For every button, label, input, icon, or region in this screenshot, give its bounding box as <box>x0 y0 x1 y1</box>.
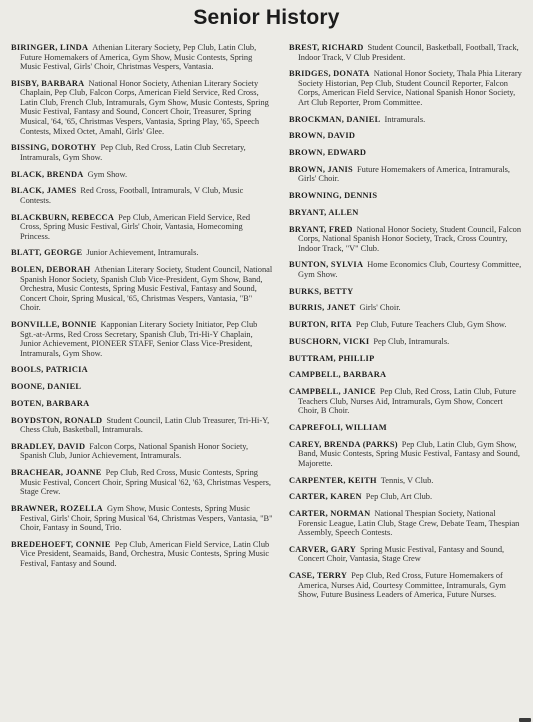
senior-name: CAMPBELL, JANICE <box>289 387 376 397</box>
senior-name: BISSING, DOROTHY <box>11 143 97 153</box>
senior-name: CAMPBELL, BARBARA <box>289 370 387 380</box>
senior-name: BREST, RICHARD <box>289 43 364 52</box>
page-number-mark <box>519 718 531 722</box>
senior-activities: Red Cross, Football, Intramurals, V Club, Music Contests. <box>20 186 244 205</box>
senior-entry <box>289 387 523 416</box>
senior-activities: Pep Club, Red Cross, Music Contests, Spring Music Festival, Concert Choir, Spring Musical '62, '63, Christmas Vespers, Stage Crew. <box>20 468 271 497</box>
senior-name: BUNTON, SYLVIA <box>289 260 364 270</box>
left-column <box>11 43 273 576</box>
senior-activities: Future Homemakers of America, Intramurals, Girls' Choir. <box>298 164 510 184</box>
senior-entry <box>289 191 523 201</box>
senior-entry <box>289 115 523 125</box>
senior-entry <box>11 248 273 258</box>
senior-activities: Pep Club, American Field Service, Latin Club Vice President, Seamaids, Band, Orchestra, Music Contests, Spring Music Festival, Fantasy and Sound. <box>20 539 270 568</box>
senior-entry <box>289 303 523 313</box>
senior-entry <box>289 492 523 502</box>
senior-activities: National Honor Society, Thala Phia Literary Society Historian, Pep Club, Student Council Reporter, Falcon Corps, American Field Service, National Spanish Honor Society, Art Club Reporter, Prom Committee. <box>298 69 522 107</box>
senior-name: CARPENTER, KEITH <box>289 475 377 485</box>
senior-entry <box>11 416 273 435</box>
senior-activities: Junior Achievement, Intramurals. <box>86 248 199 258</box>
senior-activities: Pep Club, Red Cross, Latin Club Secretary, Intramurals, Gym Show. <box>20 143 246 162</box>
senior-name: BUTTRAM, PHILLIP <box>289 353 375 363</box>
senior-name: BLACK, BRENDA <box>11 169 84 179</box>
senior-activities: Kapponian Literary Society Initiator, Pep Club Sgt.-at-Arms, Red Cross Secretary, Spanish Club, Tri-Hi-Y Chaplain, Junior Achievement, PIONEER STAFF, Senior Class Vice-President, Intramurals, Gym Show. <box>20 320 258 358</box>
senior-entry <box>289 476 523 486</box>
senior-name: BRYANT, ALLEN <box>289 207 359 217</box>
senior-name: BROWN, EDWARD <box>289 148 367 158</box>
senior-entry <box>289 354 523 364</box>
senior-name: BREDEHOEFT, CONNIE <box>11 539 111 549</box>
senior-entry <box>11 43 273 72</box>
senior-activities: Home Economics Club, Courtesy Committee, Gym Show. <box>298 260 522 279</box>
senior-activities: Athenian Literary Society, Student Council, National Spanish Honor Society, Spanish Club Vice-President, Gym Show, Band, Orchestra, Music Contests, Spring Music Festival, Fantasy and Sound, Concert Choir, Spring Musical, '65, Christmas Vespers, Vantasia, "B" Choir. <box>20 265 273 313</box>
senior-entry <box>11 442 273 461</box>
senior-name: BURRIS, JANET <box>289 303 356 313</box>
right-column <box>289 43 523 607</box>
senior-entry <box>11 399 273 409</box>
senior-entry <box>11 265 273 313</box>
senior-activities: Tennis, V Club. <box>380 475 434 485</box>
senior-activities: Girls' Choir. <box>359 303 401 313</box>
senior-entry <box>289 43 523 62</box>
senior-entry <box>11 540 273 569</box>
senior-name: BRADLEY, DAVID <box>11 441 86 451</box>
senior-activities: Pep Club, Red Cross, Latin Club, Future Teachers Club, Nurses Aid, Intramurals, Gym Show, Concert Choir, B Choir. <box>298 387 516 416</box>
senior-entry <box>11 213 273 242</box>
senior-name: CAREY, BRENDA (PARKS) <box>289 439 398 449</box>
senior-activities: Student Council, Basketball, Football, Track, Indoor Track, V Club President. <box>298 43 519 62</box>
senior-entry <box>289 287 523 297</box>
senior-activities: Student Council, Latin Club Treasurer, Tri-Hi-Y, Chess Club, Basketball, Intramurals. <box>20 415 270 435</box>
senior-entry <box>11 365 273 375</box>
senior-entry <box>289 165 523 184</box>
senior-entry <box>289 148 523 158</box>
senior-name: BOOLS, PATRICIA <box>11 365 88 375</box>
senior-activities: Pep Club, Future Teachers Club, Gym Show. <box>355 320 507 330</box>
senior-entry <box>11 170 273 180</box>
senior-activities: Intramurals. <box>384 114 426 124</box>
senior-entry <box>289 370 523 380</box>
senior-name: BLACK, JAMES <box>11 186 77 196</box>
senior-activities: National Honor Society, Student Council, Falcon Corps, National Spanish Honor Society, Track, Cross Country, Indoor Track, "V" Club. <box>298 224 522 253</box>
senior-name: CARTER, NORMAN <box>289 508 371 518</box>
senior-entry <box>11 320 273 358</box>
senior-name: BROWN, JANIS <box>289 164 353 174</box>
senior-name: BOTEN, BARBARA <box>11 398 90 408</box>
senior-name: BURKS, BETTY <box>289 286 354 296</box>
senior-entry <box>11 468 273 497</box>
senior-name: BIRINGER, LINDA <box>11 43 89 52</box>
senior-name: BRACHEAR, JOANNE <box>11 468 102 478</box>
senior-entry <box>11 186 273 205</box>
senior-name: BROWNING, DENNIS <box>289 191 378 201</box>
senior-activities: Pep Club, Intramurals. <box>373 336 450 346</box>
senior-activities: Spring Music Festival, Fantasy and Sound, Concert Choir, Vantasia, Stage Crew <box>298 544 505 564</box>
senior-entry <box>11 382 273 392</box>
senior-activities: Athenian Literary Society, Pep Club, Latin Club, Future Homemakers of America, Gym Show, Music Contests, Spring Music Festival, Girls' Choir, Christmas Vespers, Vantasia. <box>20 43 257 72</box>
senior-entry <box>11 504 273 533</box>
senior-name: CASE, TERRY <box>289 571 348 581</box>
senior-entry <box>11 143 273 162</box>
senior-name: CARVER, GARY <box>289 544 357 554</box>
senior-activities: Gym Show, Music Contests, Spring Music Festival, Girls' Choir, Spring Musical '64, Christmas Vespers, Vantasia, "B" Choir, Fantasy in Sound, Trio. <box>20 504 273 533</box>
senior-activities: Pep Club, Art Club. <box>365 492 433 502</box>
senior-entry <box>289 423 523 433</box>
senior-name: CAPREFOLI, WILLIAM <box>289 422 387 432</box>
senior-name: BRYANT, FRED <box>289 224 353 234</box>
senior-name: BLATT, GEORGE <box>11 248 83 258</box>
senior-entry <box>289 337 523 347</box>
senior-name: BROCKMAN, DANIEL <box>289 114 381 124</box>
senior-name: BRAWNER, ROZELLA <box>11 504 103 514</box>
senior-activities: Pep Club, Red Cross, Future Homemakers of America, Nurses Aid, Courtesy Committee, Intramurals, Gym Show, Future Business Leaders of America, Future Nurses. <box>298 571 506 600</box>
senior-entry <box>289 320 523 330</box>
senior-name: BISBY, BARBARA <box>11 78 85 88</box>
senior-entry <box>289 208 523 218</box>
senior-name: CARTER, KAREN <box>289 492 362 502</box>
senior-name: BOLEN, DEBORAH <box>11 265 91 275</box>
senior-name: BUSCHORN, VICKI <box>289 336 370 346</box>
senior-name: BURTON, RITA <box>289 320 352 330</box>
senior-entry <box>289 131 523 141</box>
senior-entry <box>289 225 523 254</box>
senior-activities: Gym Show. <box>87 169 128 179</box>
senior-entry <box>11 79 273 136</box>
senior-entry <box>289 571 523 600</box>
senior-name: BOONE, DANIEL <box>11 382 82 392</box>
senior-entry <box>289 509 523 538</box>
senior-activities: Falcon Corps, National Spanish Honor Society, Spanish Club, Junior Achievement, Intramurals. <box>20 441 249 461</box>
page-title: Senior History <box>193 6 340 29</box>
senior-activities: National Honor Society, Athenian Literary Society Chaplain, Pep Club, Falcon Corps, American Field Service, Red Cross, Latin Club, French Club, Intramurals, Gym Show, Music Contests, Spring Music Festival, Fantasy and Sound, Concert Choir, Treasurer, Spring Musical, '64, '65, Christmas Vespers, Vantasia, Spring Play, '65, Speech Contests, Mixed Octet, Amahl, Girls' Glee. <box>20 78 269 136</box>
senior-name: BROWN, DAVID <box>289 131 356 141</box>
senior-entry <box>289 69 523 107</box>
senior-name: BONVILLE, BONNIE <box>11 320 97 330</box>
senior-activities: National Thespian Society, National Forensic League, Latin Club, Stage Crew, Debate Team, Thespian Assembly, Speech Contests. <box>298 508 520 538</box>
senior-entry <box>289 260 523 279</box>
senior-entry <box>289 545 523 564</box>
senior-entry <box>289 440 523 469</box>
senior-name: BRIDGES, DONATA <box>289 69 370 79</box>
senior-activities: Pep Club, Latin Club, Gym Show, Band, Music Contests, Spring Music Festival, Fantasy and Sound, Majorette. <box>298 439 520 468</box>
senior-activities: Pep Club, American Field Service, Red Cross, Spring Music Festival, Girls' Choir, Vantasia, Homecoming Princess. <box>20 212 251 241</box>
senior-name: BOYDSTON, RONALD <box>11 415 103 425</box>
senior-name: BLACKBURN, REBECCA <box>11 212 115 222</box>
